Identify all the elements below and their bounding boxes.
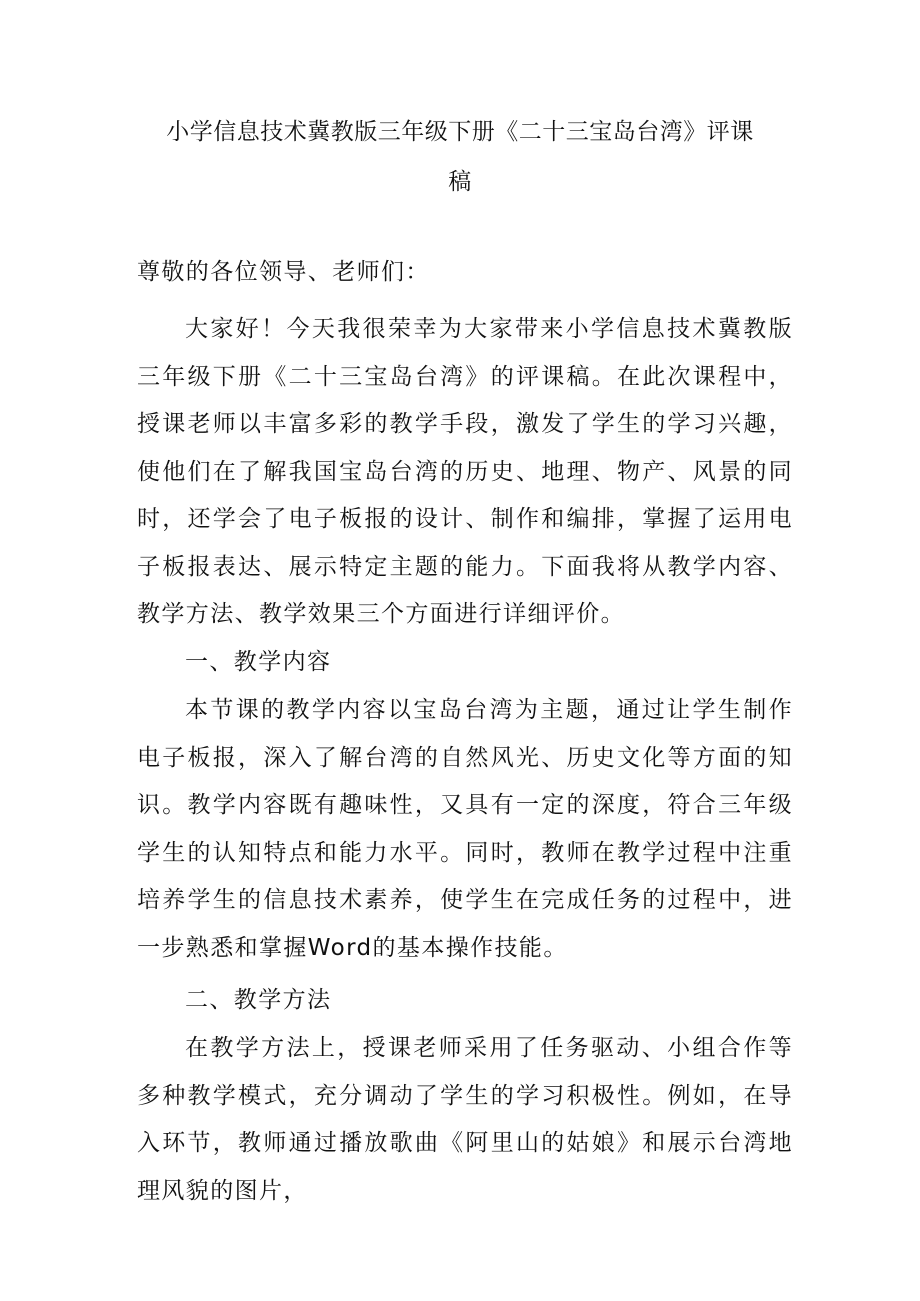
- paragraph-introduction: 大家好！今天我很荣幸为大家带来小学信息技术冀教版三年级下册《二十三宝岛台湾》的评课稿。在此次课程中，授课老师以丰富多彩的教学手段，激发了学生的学习兴趣，使他们在了解我国宝岛台湾的历史、地理、物产、风景的同时，还学会了电子板报的设计、制作和编排，掌握了运用电子板报表达、展示特定主题的能力。下面我将从教学内容、教学方法、教学效果三个方面进行详细评价。: [137, 316, 793, 627]
- document-title-line-1: 小学信息技术冀教版三年级下册《二十三宝岛台湾》评课: [166, 119, 754, 145]
- document-title-line-2: 稿: [448, 169, 472, 195]
- paragraph-teaching-method: 在教学方法上，授课老师采用了任务驱动、小组合作等多种教学模式，充分调动了学生的学习积极性。例如，在导入环节，教师通过播放歌曲《阿里山的姑娘》和展示台湾地理风貌的图片，: [137, 1035, 793, 1204]
- paragraph-teaching-content: 本节课的教学内容以宝岛台湾为主题，通过让学生制作电子板报，深入了解台湾的自然风光、历史文化等方面的知识。教学内容既有趣味性，又具有一定的深度，符合三年级学生的认知特点和能力水平。同时，教师在教学过程中注重培养学生的信息技术素养，使学生在完成任务的过程中，进一步熟悉和掌握Word的基本操作技能。: [137, 697, 793, 961]
- section-heading-teaching-method: 二、教学方法: [185, 987, 332, 1013]
- section-heading-teaching-content: 一、教学内容: [185, 649, 332, 675]
- greeting: 尊敬的各位领导、老师们：: [137, 259, 430, 285]
